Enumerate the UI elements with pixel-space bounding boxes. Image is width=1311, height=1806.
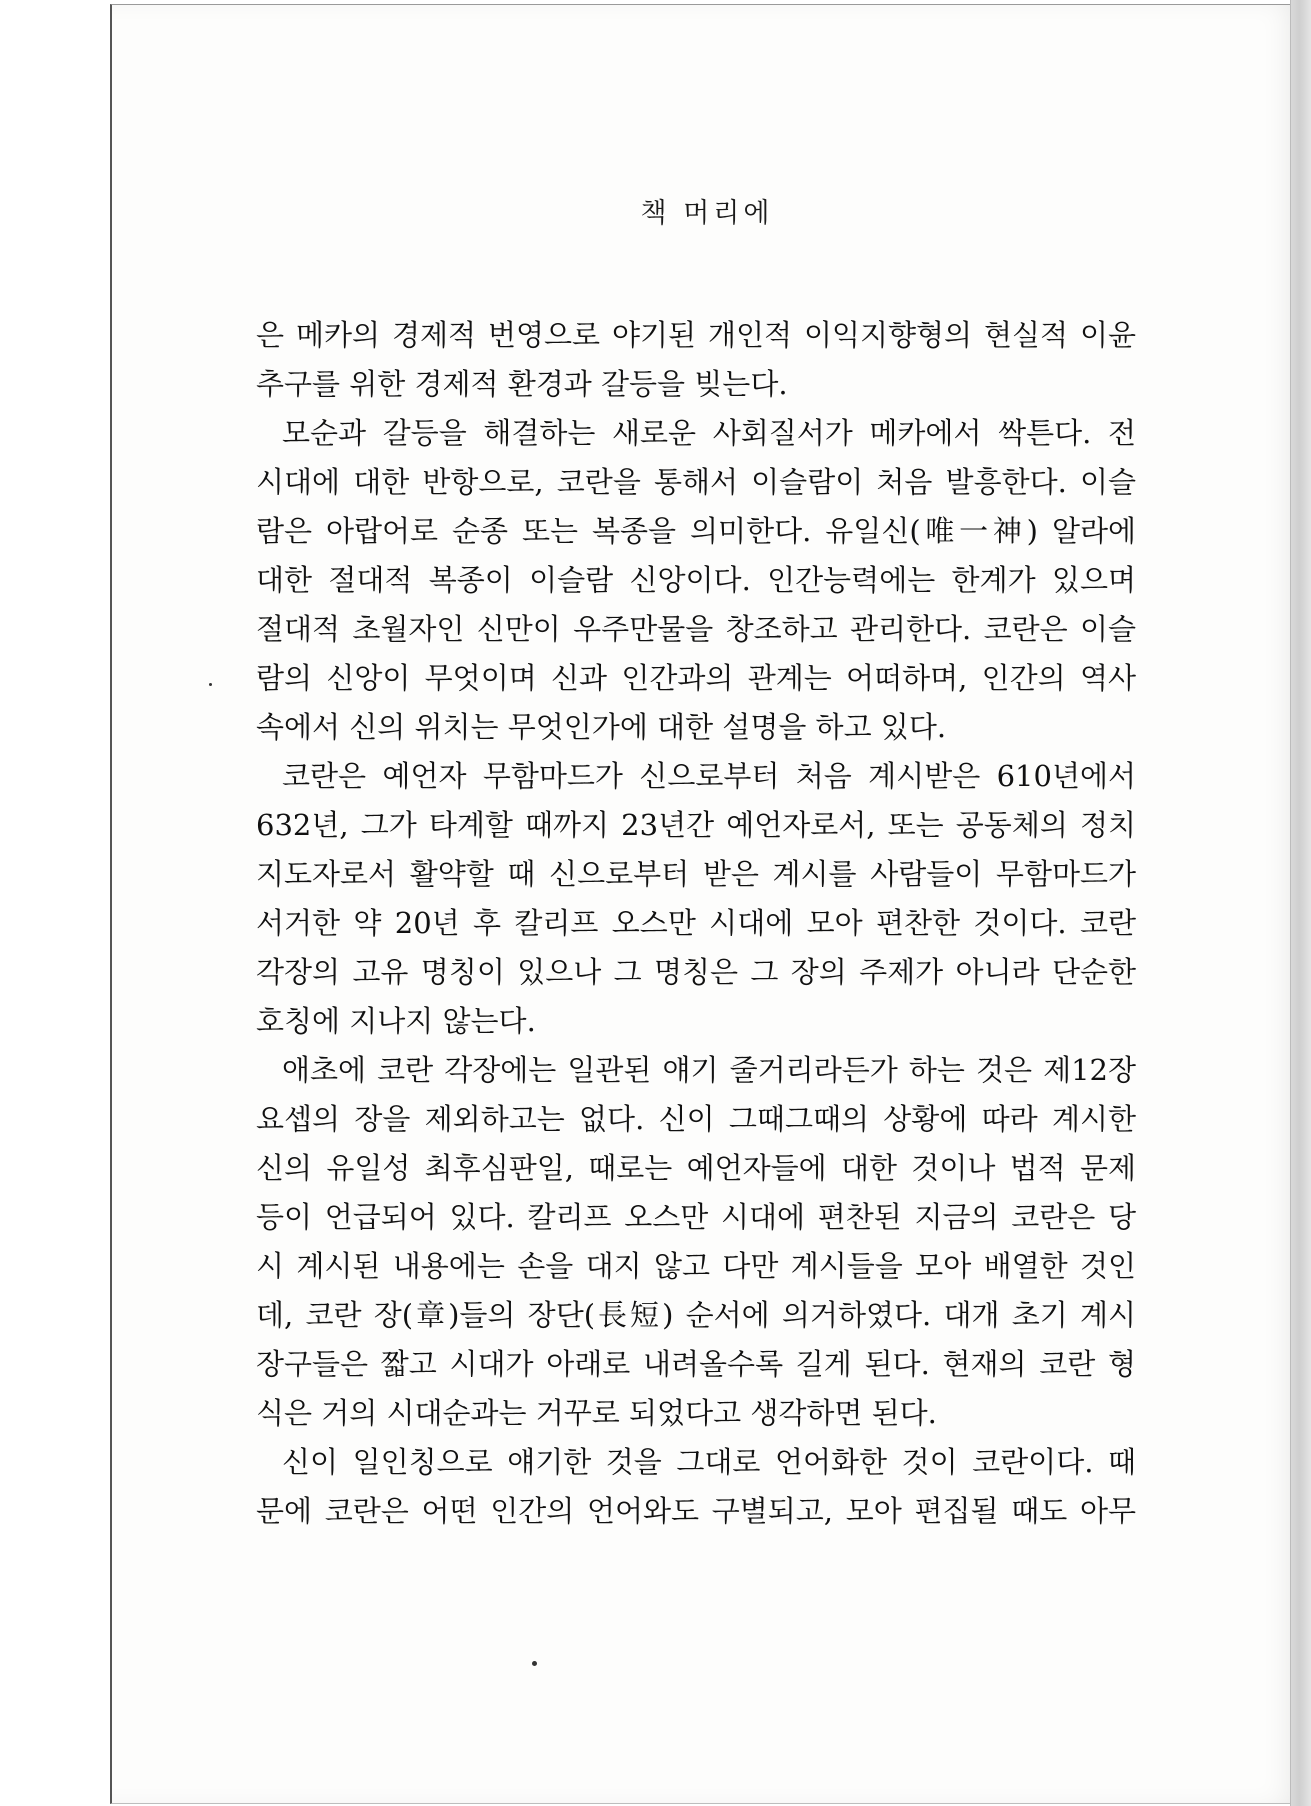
text-line: 추구를 위한 경제적 환경과 갈등을 빚는다. — [256, 367, 788, 401]
paragraph-first-line: 애초에 코란 각장에는 일관된 얘기 줄거리라든가 하는 것은 제12장 — [282, 1053, 1136, 1087]
print-speck — [209, 683, 212, 686]
text-line: 절대적 초월자인 신만이 우주만물을 창조하고 관리한다. 코란은 이슬 — [256, 612, 1136, 646]
text-line: 시 계시된 내용에는 손을 대지 않고 다만 계시들을 모아 배열한 것인 — [256, 1249, 1136, 1283]
text-line: 문에 코란은 어떤 인간의 언어와도 구별되고, 모아 편집될 때도 아무 — [256, 1494, 1136, 1528]
paragraph-first-line: 코란은 예언자 무함마드가 신으로부터 처음 계시받은 610년에서 — [282, 759, 1136, 793]
viewer-left-margin — [0, 0, 109, 1806]
text-line: 신의 유일성 최후심판일, 때로는 예언자들에 대한 것이나 법적 문제 — [256, 1151, 1136, 1185]
text-line: 대한 절대적 복종이 이슬람 신앙이다. 인간능력에는 한계가 있으며 — [256, 563, 1136, 597]
text-line: 지도자로서 활약할 때 신으로부터 받은 계시를 사람들이 무함마드가 — [256, 857, 1136, 891]
text-line: 호칭에 지나지 않는다. — [256, 1004, 536, 1038]
paragraph-first-line: 신이 일인칭으로 얘기한 것을 그대로 언어화한 것이 코란이다. 때 — [282, 1445, 1136, 1479]
text-line: 장구들은 짧고 시대가 아래로 내려올수록 길게 된다. 현재의 코란 형 — [256, 1347, 1136, 1381]
page-edge-shadow — [1290, 0, 1311, 1806]
paragraph-first-line: 모순과 갈등을 해결하는 새로운 사회질서가 메카에서 싹튼다. 전 — [282, 416, 1136, 450]
text-line: 서거한 약 20년 후 칼리프 오스만 시대에 모아 편찬한 것이다. 코란 — [256, 906, 1136, 940]
book-page — [110, 4, 1302, 1804]
text-line: 람의 신앙이 무엇이며 신과 인간과의 관계는 어떠하며, 인간의 역사 — [256, 661, 1136, 695]
text-line: 식은 거의 시대순과는 거꾸로 되었다고 생각하면 된다. — [256, 1396, 937, 1430]
text-line: 속에서 신의 위치는 무엇인가에 대한 설명을 하고 있다. — [256, 710, 947, 744]
text-line: 등이 언급되어 있다. 칼리프 오스만 시대에 편찬된 지금의 코란은 당 — [256, 1200, 1136, 1234]
text-line: 각장의 고유 명칭이 있으나 그 명칭은 그 장의 주제가 아니라 단순한 — [256, 955, 1136, 989]
print-speck — [532, 1661, 537, 1666]
text-line: 시대에 대한 반항으로, 코란을 통해서 이슬람이 처음 발흥한다. 이슬 — [256, 465, 1136, 499]
text-line: 은 메카의 경제적 번영으로 야기된 개인적 이익지향형의 현실적 이윤 — [256, 318, 1136, 352]
text-line: 데, 코란 장(章)들의 장단(長短) 순서에 의거하였다. 대개 초기 계시 — [256, 1298, 1136, 1332]
text-line: 요셉의 장을 제외하고는 없다. 신이 그때그때의 상황에 따라 계시한 — [256, 1102, 1136, 1136]
page-body-text — [256, 311, 1136, 1536]
running-head: 책 머리에 — [640, 198, 774, 229]
text-line: 632년, 그가 타계할 때까지 23년간 예언자로서, 또는 공동체의 정치 — [256, 808, 1136, 842]
text-line: 람은 아랍어로 순종 또는 복종을 의미한다. 유일신(唯一神) 알라에 — [256, 514, 1136, 548]
